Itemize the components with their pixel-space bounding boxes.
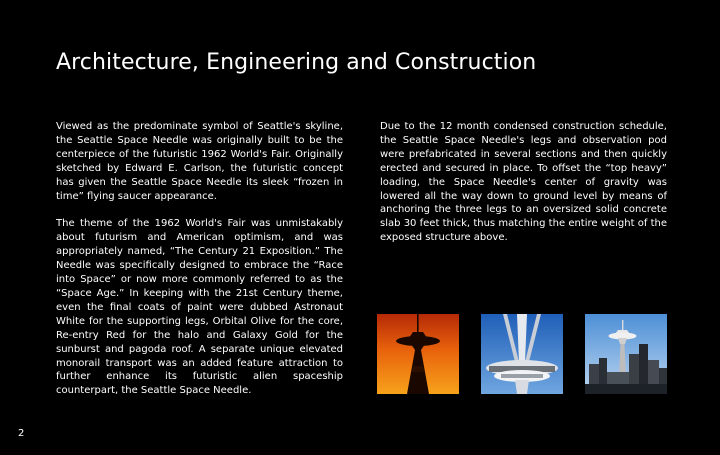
space-needle-top-view-icon (481, 314, 563, 394)
space-needle-skyline-photo (585, 314, 667, 394)
page-title: Architecture, Engineering and Construction (56, 50, 537, 75)
space-needle-top-photo (481, 314, 563, 394)
paragraph: The theme of the 1962 World's Fair was unmistakably about futurism and American optimism, and was appropriately named, “The Century 21 Exposition.” The Needle was specifically designed to embrace the “Race into Space” or now more commonly referred to as the “Space Age.” In keeping with the 21st Century theme, even the final coats of paint were dubbed Astronaut White for the supporting legs, Orbital Olive for the core, Re-entry Red for the halo and Galaxy Gold for the sunburst and pagoda roof. A separate unique elevated monorail transport was an added feature attraction to further enhance its futuristic alien spaceship counterpart, the Seattle Space Needle. (56, 218, 343, 397)
space-needle-sunset-silhouette-icon (377, 314, 459, 394)
space-needle-sunset-photo (377, 314, 459, 394)
page-number: 2 (18, 428, 25, 439)
right-text-column (380, 120, 667, 259)
paragraph: Viewed as the predominate symbol of Seattle's skyline, the Seattle Space Needle was originally built to be the centerpiece of the futuristic 1962 World's Fair. Originally sketched by Edward E. Carlson, the futuristic concept has given the Seattle Space Needle its sleek “frozen in time” flying saucer appearance. (56, 121, 343, 202)
left-text-column (56, 120, 343, 412)
paragraph: Due to the 12 month condensed construction schedule, the Seattle Space Needle's legs and observation pod were prefabricated in several sections and then quickly erected and secured in place. To offset the “top heavy” loading, the Space Needle's center of gravity was lowered all the way down to ground level by means of anchoring the three legs to an oversized solid concrete slab 30 feet thick, thus matching the entire weight of the exposed structure above. (380, 121, 667, 244)
space-needle-skyline-icon (585, 314, 667, 394)
